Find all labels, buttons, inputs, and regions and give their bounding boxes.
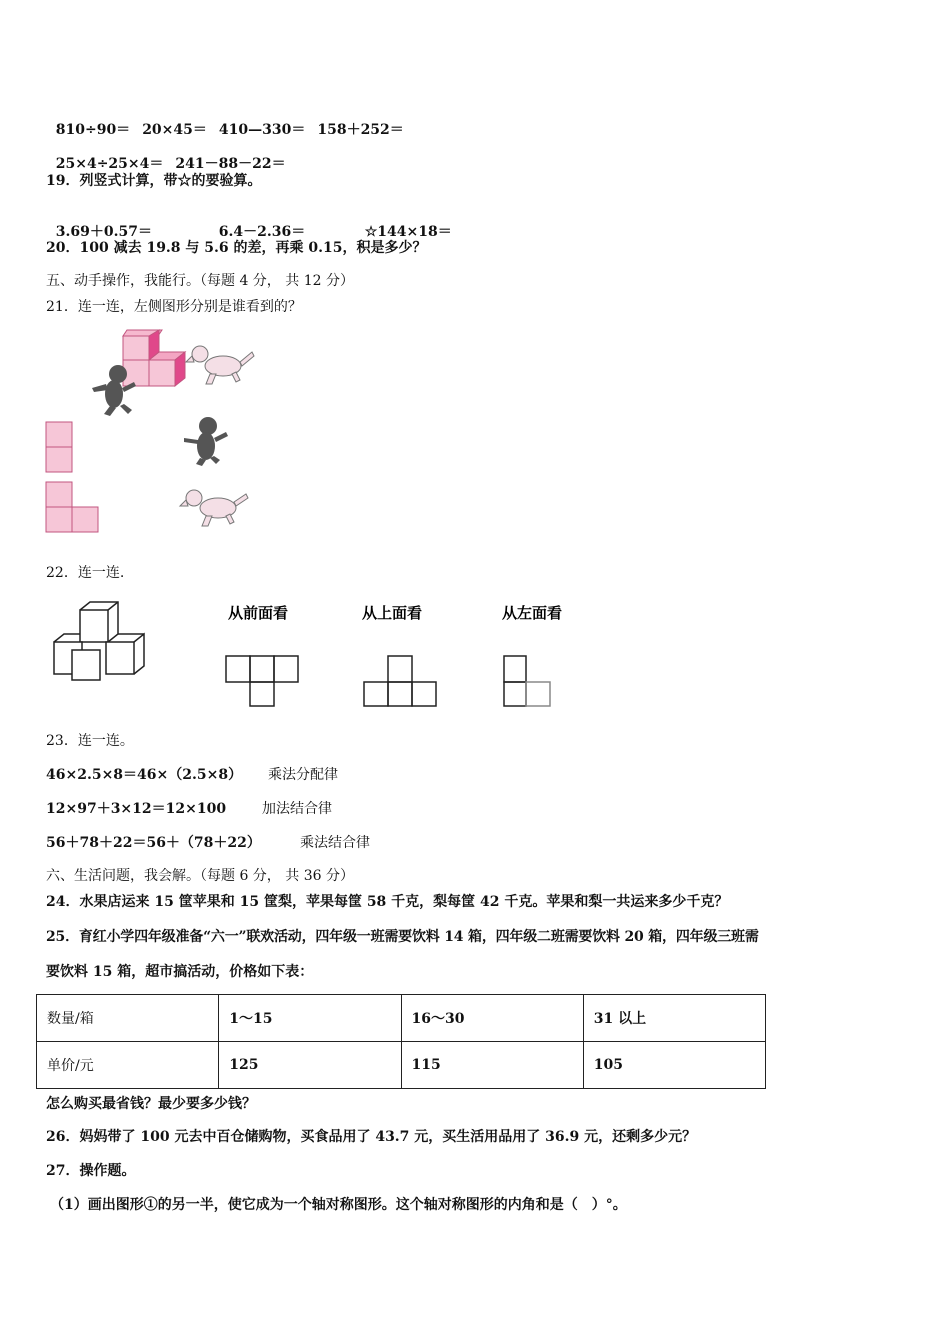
- q23-row: [46, 834, 370, 852]
- table-row: [37, 995, 766, 1042]
- front-view-shape: [226, 656, 298, 706]
- calc-item: 25×4÷25×4＝: [55, 156, 164, 172]
- q23-law: 乘法结合律: [300, 835, 370, 851]
- table-cell: 125: [219, 1042, 401, 1089]
- view-l-shape: [46, 482, 98, 532]
- calc-row-2: [46, 137, 286, 173]
- q21-figure: [40, 322, 270, 542]
- view-label-top: 从上面看: [362, 604, 423, 622]
- dog-icon: [186, 346, 254, 384]
- q19-items: [46, 205, 452, 241]
- q22-figure: [40, 596, 580, 716]
- price-table: [36, 994, 766, 1089]
- q19-item: 6.4－2.36＝: [218, 224, 306, 240]
- cube-solid: [54, 602, 144, 680]
- view-label-front: 从前面看: [228, 604, 289, 622]
- table-cell: 数量/箱: [37, 995, 219, 1042]
- q23-row: [46, 800, 332, 818]
- q23-title: 23．连一连。: [46, 733, 134, 749]
- q20-text: 20．100 减去 19.8 与 5.6 的差，再乘 0.15，积是多少？: [46, 240, 427, 256]
- q25-text-line2: 要饮料 15 箱，超市搞活动，价格如下表：: [46, 964, 314, 980]
- q23-law: 加法结合律: [262, 801, 332, 817]
- view-column-two: [46, 422, 72, 472]
- view-label-left: 从左面看: [502, 604, 563, 622]
- q23-row: [46, 766, 338, 784]
- table-cell: 115: [401, 1042, 583, 1089]
- calc-item: 20×45＝: [142, 122, 207, 138]
- q19-item: ☆144×18＝: [364, 224, 452, 240]
- table-cell: 31 以上: [583, 995, 765, 1042]
- q25-text-line1: 25．育红小学四年级准备“六一”联欢活动，四年级一班需要饮料 14 箱，四年级二班需要饮料 20 箱，四年级三班需: [46, 929, 759, 945]
- q22-title: 22．连一连.: [46, 565, 125, 581]
- table-row: [37, 1042, 766, 1089]
- q23-expr: 12×97＋3×12＝12×100: [46, 801, 227, 817]
- q23-expr: 56＋78＋22＝56＋（78＋22）: [46, 835, 261, 851]
- left-view-shape: [504, 656, 550, 706]
- q26-text: 26．妈妈带了 100 元去中百仓储购物，买食品用了 43.7 元，买生活用品用了 36.9 元，还剩多少元？: [46, 1129, 697, 1145]
- q25-question: 怎么购买最省钱？最少要多少钱？: [46, 1096, 256, 1112]
- table-cell: 1～15: [219, 995, 401, 1042]
- dog-icon: [180, 490, 248, 526]
- q27-title: 27．操作题。: [46, 1163, 136, 1179]
- calc-item: 810÷90＝: [55, 122, 131, 138]
- q19-title: 19．列竖式计算，带☆的要验算。: [46, 173, 262, 189]
- q21-title: 21．连一连，左侧图形分别是谁看到的？: [46, 299, 302, 315]
- q19-item: 3.69＋0.57＝: [55, 224, 152, 240]
- monkey-icon: [184, 417, 228, 466]
- table-cell: 单价/元: [37, 1042, 219, 1089]
- calc-item: 410—330＝: [218, 122, 306, 138]
- table-cell: 105: [583, 1042, 765, 1089]
- section-5-heading: 五、动手操作，我能行。（每题 4 分， 共 12 分）: [46, 273, 354, 289]
- q23-expr: 46×2.5×8＝46×（2.5×8）: [46, 767, 243, 783]
- q27-sub1: （1）画出图形①的另一半，使它成为一个轴对称图形。这个轴对称图形的内角和是（ ）°。: [50, 1197, 627, 1213]
- calc-item: 241－88－22＝: [175, 156, 286, 172]
- pink-cube-stack: [123, 330, 185, 386]
- table-cell: 16～30: [401, 995, 583, 1042]
- q24-text: 24．水果店运来 15 筐苹果和 15 筐梨，苹果每筐 58 千克，梨每筐 42 千克。苹果和梨一共运来多少千克？: [46, 894, 729, 910]
- q23-law: 乘法分配律: [268, 767, 338, 783]
- calc-row-1: [46, 103, 404, 139]
- calc-item: 158＋252＝: [317, 122, 404, 138]
- top-view-shape: [364, 656, 436, 706]
- section-6-heading: 六、生活问题，我会解。（每题 6 分， 共 36 分）: [46, 868, 354, 884]
